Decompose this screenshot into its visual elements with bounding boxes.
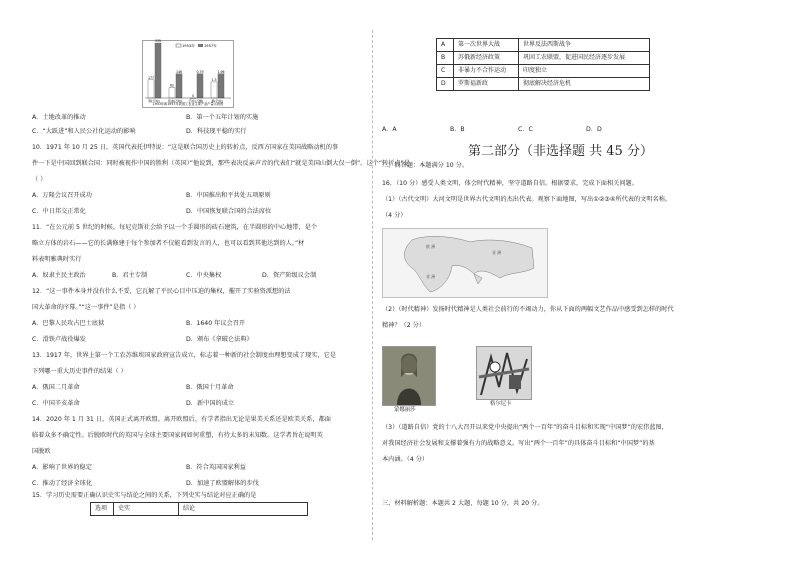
q10-option-b[interactable]: B．中国推出和平共处五项原则 — [186, 192, 271, 199]
q15-table — [436, 38, 650, 91]
bar-value-label: 146 — [175, 69, 183, 74]
q16-line-3: （4 分） — [382, 212, 407, 219]
mona-lisa-image — [382, 346, 436, 406]
bar-1957年-3 — [218, 74, 224, 98]
q15-option-a[interactable]: A．A — [382, 126, 397, 133]
q11-option-c[interactable]: C．中央集权 — [186, 272, 222, 279]
q16-line-1: 16．（10 分）感受人类文明，体会时代精神，坚守道路自信。根据要求，完成下面相关问题。 — [382, 180, 638, 187]
q15-header-option: 选项 — [91, 503, 114, 516]
q10-option-c[interactable]: C．中日邦交正常化 — [32, 208, 86, 215]
bar-1953年-1 — [169, 88, 175, 98]
q15-option-c[interactable]: C．C — [518, 126, 533, 133]
q16-3-line-3: 本内涵。（4 分） — [382, 456, 429, 463]
bar-value-label: 0 — [191, 94, 195, 98]
q14-option-b[interactable]: B．符合英国国家利益 — [186, 464, 246, 471]
bar-1957年-2 — [197, 74, 203, 98]
guernica-image — [476, 346, 532, 400]
bar-value-label: 1.3 — [211, 77, 217, 82]
q16-3-line-2: 对我国经济社会发展和支撑着强有力的战略意义。写出“两个一百年”的具体奋斗目标和“中国梦”的基 — [382, 440, 655, 447]
q13-option-d[interactable]: D．新中国的成立 — [186, 400, 235, 407]
q9-option-c[interactable]: C．“大跃进”和人民公社化运动的影响 — [32, 128, 136, 135]
q13-line-1: 13．1917 年，世界上第一个工农苏维埃国家政府宣告成立，标志着一种新的社会制度由理想变成了现实，它是 — [32, 352, 337, 359]
q12-option-d[interactable]: D．颁布《拿破仑法典》 — [186, 336, 253, 343]
q10-option-d[interactable]: D．中国恢复联合国的合法席位 — [186, 208, 272, 215]
table-cell: 彻底解决经济危机 — [519, 78, 650, 91]
q16-2-line-2: 精神？（2 分） — [382, 322, 426, 329]
q11-option-b[interactable]: B．君主专制 — [112, 272, 148, 279]
river-civilizations-map — [382, 228, 548, 298]
q11-line-2: 略立方体的岩石——它的长满修建于每个参加者不仅能看到发言的人，也可以看到其他达到的人。”材 — [32, 240, 305, 247]
q15-header-fact: 史实 — [114, 503, 179, 516]
category-label: 棉(亿吨) — [211, 99, 223, 103]
table-cell: D — [437, 78, 454, 91]
q16-2-line-1: （2）（时代精神）发扬时代精神是人类社会前行的不竭动力，你从下面的两幅文艺作品中感受到怎样的时代 — [382, 306, 674, 313]
table-cell: A — [437, 39, 454, 52]
q9-option-b[interactable]: B．第一个五年计划的实施 — [186, 114, 259, 121]
q14-line-3: 国脱欧 — [32, 448, 51, 455]
q13-option-a[interactable]: A．俄国二月革命 — [32, 384, 80, 391]
q13-option-b[interactable]: B．俄国十月革命 — [186, 384, 234, 391]
q9-option-a[interactable]: A．土地改革的推动 — [32, 114, 86, 121]
q12-line-2: 国大革命的序幕。”“这一事件”是指（ ） — [32, 304, 140, 311]
table-cell: 世界反法西斯战争 — [519, 39, 650, 52]
bar-value-label: 62 — [169, 83, 175, 88]
q14-line-1: 14．2020 年 1 月 31 日，英国正式离开欧盟。离开欧盟后，有学者指出无论是果美关系还是欧美关系，都面 — [32, 416, 331, 423]
map-label-africa: 非 洲 — [426, 274, 436, 279]
legend-swatch-1957 — [198, 44, 203, 47]
mona-lisa-figure — [383, 347, 435, 405]
q16-line-2: （1）（古代文明）大河文明是世界古代文明的杰出代表。观察下面地图，写出①②③④所代表的文明名称。 — [382, 196, 672, 203]
q10-option-a[interactable]: A．万隆会议召开成功 — [32, 192, 92, 199]
q16-3-line-1: （3）（道路自信）党的十八大召开以来党中央提出“两个一百年”的奋斗目标和实现“中国梦”的宏伟蓝图， — [382, 424, 668, 431]
q12-option-a[interactable]: A．巴黎人民攻占巴士底狱 — [32, 320, 105, 327]
map-label-europe: 欧 洲 — [426, 244, 436, 249]
q10-line-1: 10．1971 年 10 月 25 日，英国代表托伊特说：“这是联合国历史上的转折点，反西方国家在美国战略动机的事 — [32, 144, 339, 151]
bar-value-label: 1.96 — [217, 69, 225, 74]
guernica-figure — [477, 347, 531, 399]
table-cell: 苏俄新经济政策 — [454, 52, 519, 65]
category-label: 汽车(万辆) — [188, 99, 204, 103]
q11-line-3: 料表明雅典时实行 — [32, 256, 82, 263]
bar-1953年-3 — [211, 82, 217, 98]
q10-line-2: 件一下是中国回到联合国：同时被视作中国的胜利（英国）”他说到，那些表决反亲声音的代表们“就是美国山倒大仅一倒”。这个“转折点”是 — [32, 160, 410, 167]
table-row — [437, 78, 650, 91]
legend-label-1953: 1953年 — [182, 44, 195, 48]
table-cell: 罗斯福新政 — [454, 78, 519, 91]
bar-1953年-0 — [148, 80, 154, 98]
guernica-caption: 格尔尼卡 — [490, 401, 512, 407]
q13-option-c[interactable]: C．中国辛亥革命 — [32, 400, 80, 407]
q15-option-b[interactable]: B．B — [450, 126, 465, 133]
chart-title: 1953年和1957年我国工农业主要产品产量示意图 — [152, 102, 224, 106]
q10-blank: （ ） — [32, 176, 47, 183]
table-cell: 印度独立 — [519, 65, 650, 78]
bar-1957年-0 — [155, 43, 161, 98]
q12-option-c[interactable]: C．滑铁卢战役爆发 — [32, 336, 86, 343]
bar-value-label: 177 — [147, 75, 155, 80]
map-label-asia: 亚 洲 — [492, 250, 502, 255]
table-cell: 巩固工农联盟，促进国民经济逐步发展 — [519, 52, 650, 65]
q15-header-conclusion: 结论 — [179, 503, 308, 516]
table-cell: 第一次世界大战 — [454, 39, 519, 52]
mona-lisa-caption: 蒙娜丽莎 — [394, 407, 416, 413]
q11-option-d[interactable]: D．资产阶级议会制 — [262, 272, 317, 279]
q15-table-header — [90, 502, 308, 516]
q15-stem: 15．学习历史需要正确认识史实与结论之间的关系，下列史实与结论对应正确的是 — [32, 492, 257, 499]
table-row — [437, 65, 650, 78]
q12-line-1: 12．“这一事件本身并没有什么不妥，它瓦解了平民心目中压迫的集权，摧开了实验资派想的法 — [32, 288, 291, 295]
q14-option-c[interactable]: C．推动了经济全球化 — [32, 480, 93, 487]
production-bar-chart — [142, 40, 234, 108]
category-label: 钢(万吨) — [148, 99, 160, 103]
part2-title: 第二部分（非选择题 共 45 分） — [468, 144, 653, 159]
q11-option-a[interactable]: A．奴隶主民主政治 — [32, 272, 86, 279]
table-cell: 非暴力不合作运动 — [454, 65, 519, 78]
bar-value-label: 0.79 — [196, 69, 204, 74]
q11-line-1: 11．“在公元前 5 世纪的时候，每尼克斯社会给予以一个手圆形的砖石建筑，在半圆形的中心地带，是个 — [32, 224, 318, 231]
q9-option-d[interactable]: D．科技现平稳的实行 — [186, 128, 247, 135]
table-cell: C — [437, 65, 454, 78]
section2-heading: 二、简答题：本题满分 10 分。 — [382, 162, 469, 169]
q14-option-a[interactable]: A．影响了世界的稳定 — [32, 464, 92, 471]
bar-1957年-1 — [176, 74, 182, 98]
q13-line-2: 下列哪一重大历史事件的结果（ ） — [32, 368, 127, 375]
table-row — [437, 52, 650, 65]
q14-line-2: 临着众多不确定性。后脱欧时代的英国与全球主要国家间如何重塑，有待太多的未知数。这学者旨在说明英 — [32, 432, 323, 439]
column-divider — [372, 30, 373, 540]
legend-swatch-1953 — [176, 44, 181, 47]
category-label: 原油(万吨) — [167, 99, 183, 103]
table-cell: B — [437, 52, 454, 65]
table-row — [437, 39, 650, 52]
section3-heading: 三、材料解析题：本题共 2 大题，每题 10 分，共 20 分。 — [382, 500, 544, 507]
q14-option-d[interactable]: D．加速了欧盟解体的步伐 — [186, 480, 259, 487]
legend-label-1957: 1957年 — [204, 44, 217, 48]
q12-option-b[interactable]: B．1640 年议会召开 — [186, 320, 246, 327]
bar-value-label: 535 — [154, 39, 162, 44]
q15-option-d[interactable]: D．D — [586, 126, 602, 133]
